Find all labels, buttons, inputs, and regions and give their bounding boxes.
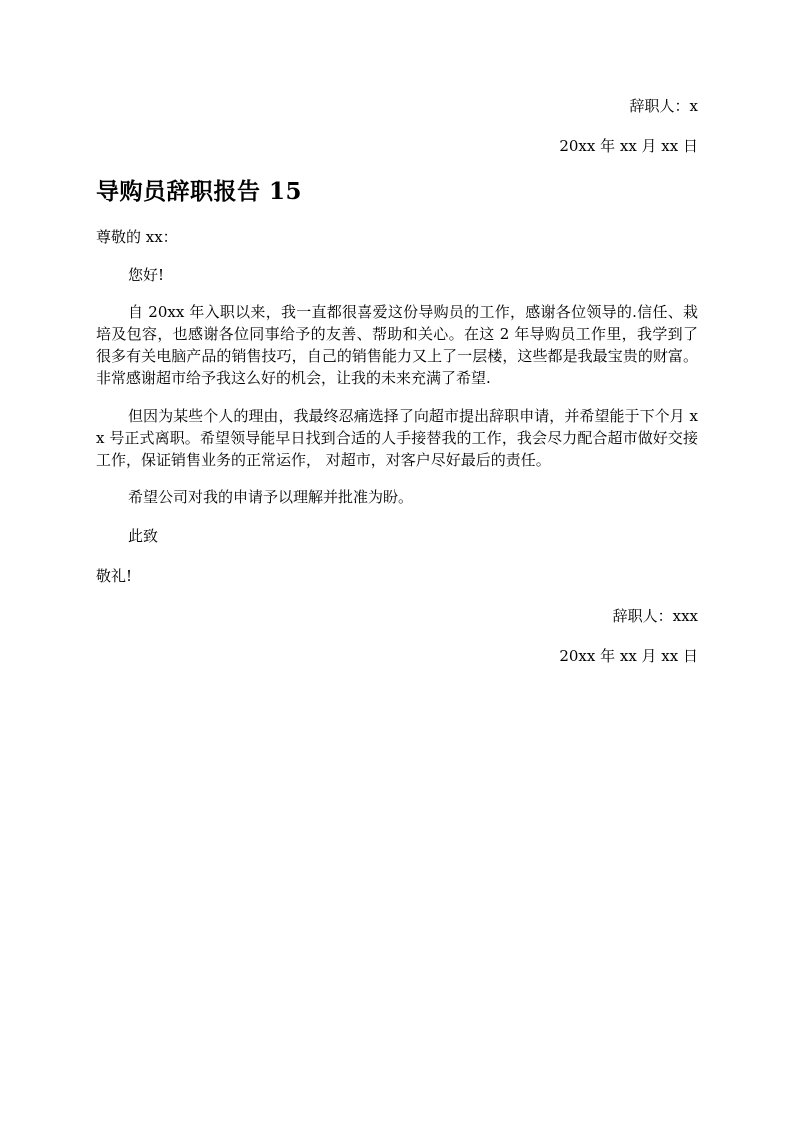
closing-jingli: 敬礼! [96,567,133,585]
header-signer: 辞职人：x [629,97,698,115]
paragraph-2: 但因为某些个人的理由，我最终忍痛选择了向超市提出辞职申请，并希望能于下个月 xx 号正式离职。希望领导能早日找到合适的人手接替我的工作，我会尽力配合超市做好交接工作，保证销售业务的正常运作， 对超市，对客户尽好最后的责任。 [96,407,698,469]
footer-date: 20xx 年 xx 月 xx 日 [559,647,698,665]
footer-signer: 辞职人：xxx [612,607,698,625]
paragraph-3: 希望公司对我的申请予以理解并批准为盼。 [128,488,414,506]
salutation: 尊敬的 xx： [96,228,178,246]
paragraph-1: 自 20xx 年入职以来，我一直都很喜爱这份导购员的工作，感谢各位领导的.信任、栽培及包容，也感谢各位同事给予的友善、帮助和关心。在这 2 年导购员工作里，我学到了很多有关电脑产品的销售技巧，自己的销售能力又上了一层楼，这些都是我最宝贵的财富。非常感谢超市给予我这么好的机会，让我的未来充满了希望. [96,303,698,387]
greeting: 您好! [128,266,165,284]
document-title: 导购员辞职报告 15 [96,178,303,205]
closing-cizhi: 此致 [128,527,159,545]
header-date: 20xx 年 xx 月 xx 日 [559,137,698,155]
